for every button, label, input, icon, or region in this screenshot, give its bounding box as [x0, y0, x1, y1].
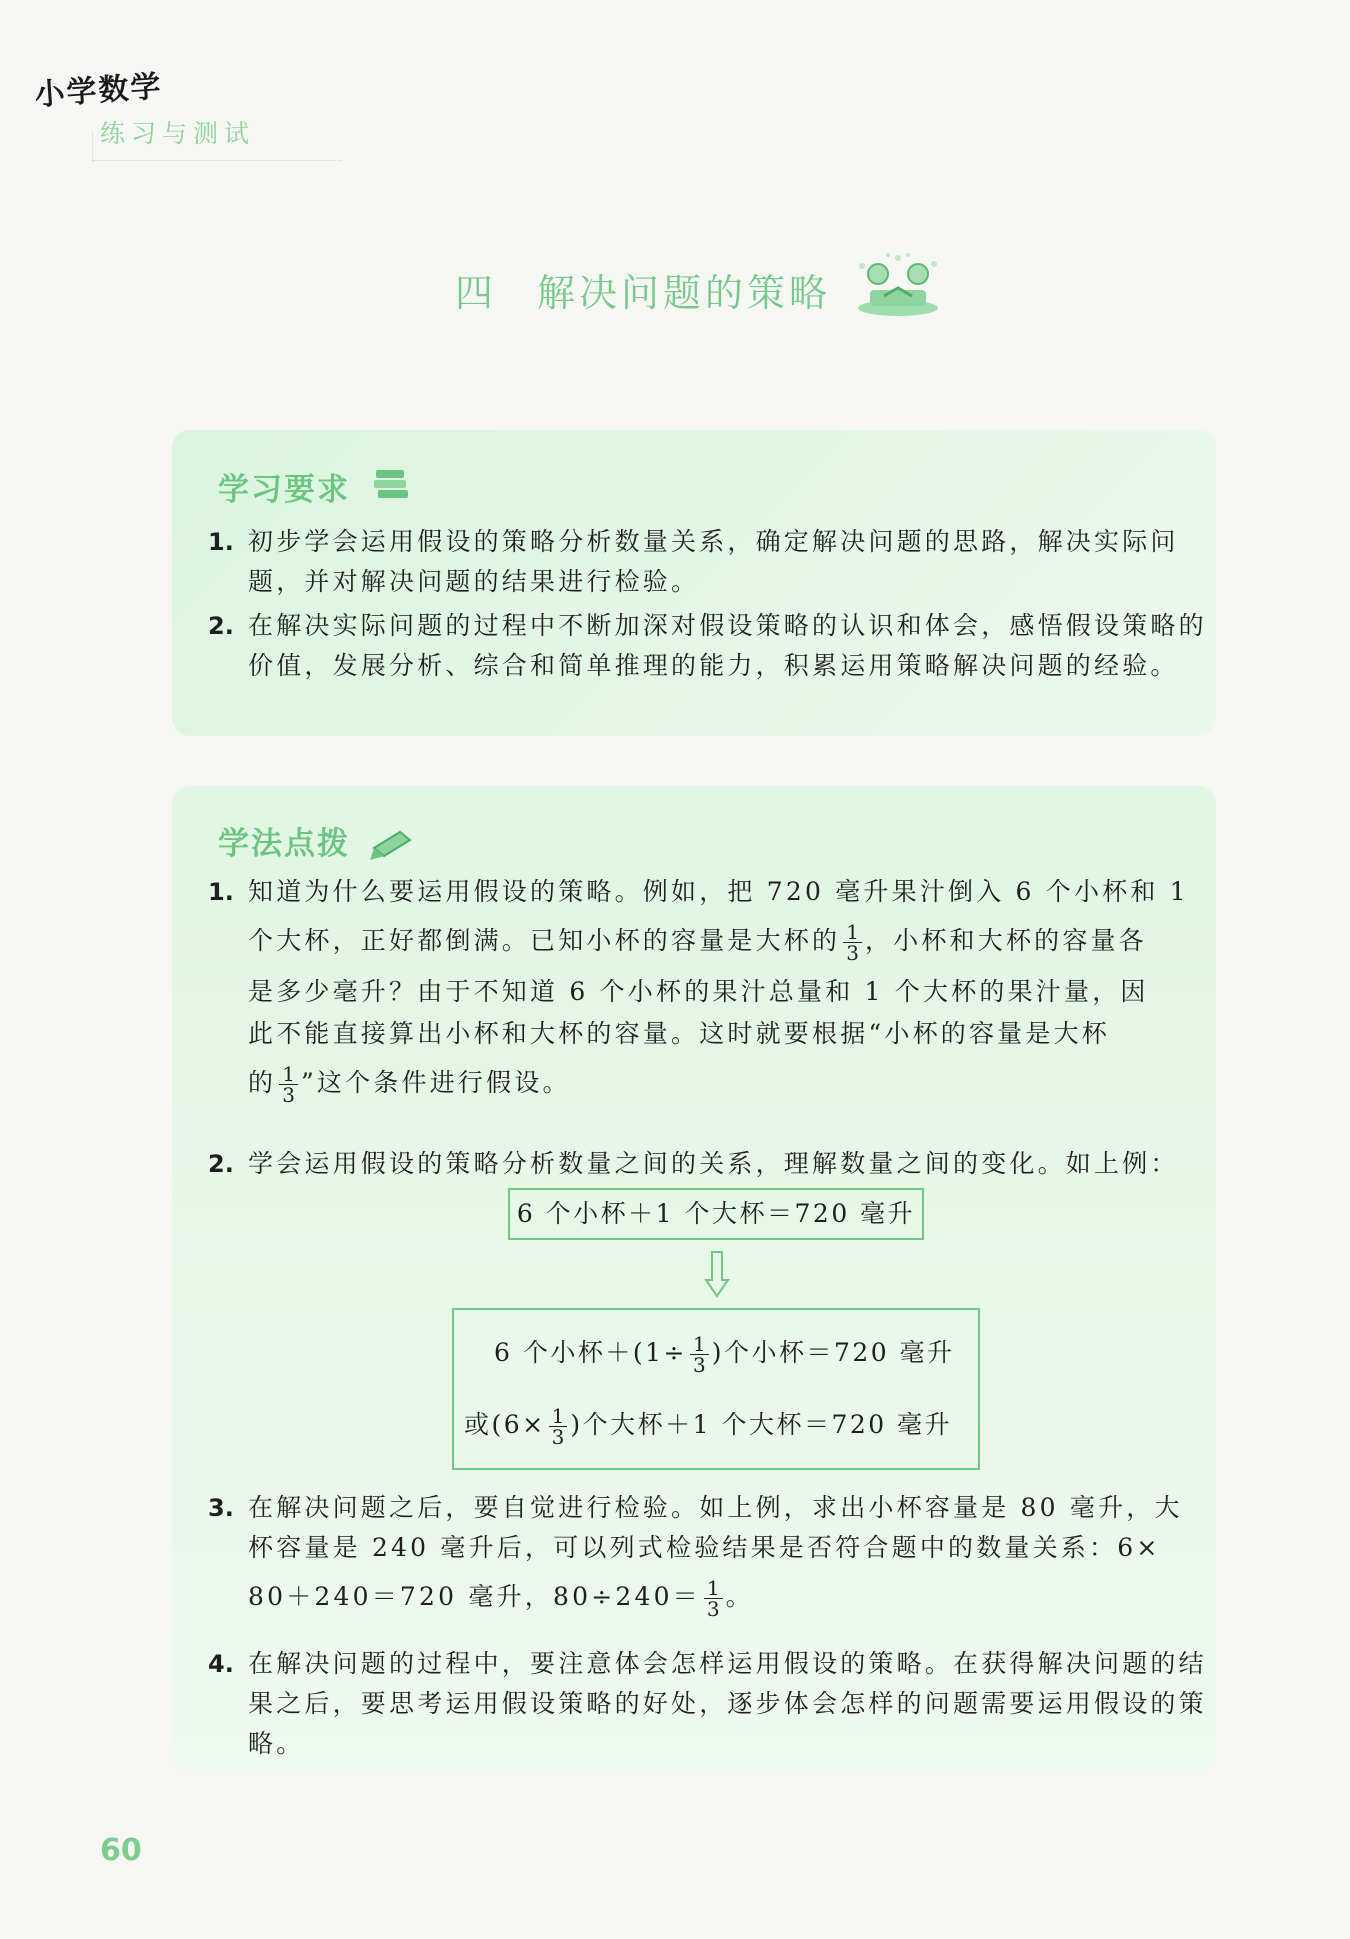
- text-part: 80＋240＝720 毫升，80÷240＝: [248, 1582, 701, 1611]
- book-brand: [33, 69, 256, 148]
- tip-item-3: [208, 1488, 1208, 1626]
- fraction-one-third: [549, 1406, 568, 1447]
- text-part: )个小杯＝720 毫升: [711, 1338, 955, 1367]
- numerator: 1: [549, 1406, 568, 1427]
- brand-subtitle: 练习与测试: [100, 119, 256, 148]
- numerator: 1: [279, 1064, 298, 1085]
- item-line: 在解决问题之后，要自觉进行检验。如上例，求出小杯容量是 80 毫升，大: [248, 1493, 1183, 1522]
- denominator: 3: [551, 1425, 565, 1449]
- requirements-title: 学习要求: [218, 472, 350, 508]
- denominator: 3: [282, 1083, 295, 1107]
- fraction-one-third: [279, 1064, 298, 1105]
- item-number: 2.: [208, 612, 234, 640]
- fraction-one-third: [843, 922, 862, 963]
- text-part: 6 个小杯＋(1÷: [494, 1338, 687, 1367]
- item-line: 此不能直接算出小杯和大杯的容量。这时就要根据“小杯的容量是大杯: [248, 1019, 1110, 1048]
- item-number: 1.: [208, 528, 234, 556]
- text-part: ，小杯和大杯的容量各: [864, 926, 1147, 955]
- item-line: 杯容量是 240 毫升后，可以列式检验结果是否符合题中的数量关系：6×: [248, 1533, 1161, 1562]
- books-icon: [372, 464, 412, 502]
- chapter-number: 四: [455, 271, 498, 315]
- item-number: 3.: [208, 1494, 234, 1522]
- chapter-title: [455, 262, 831, 317]
- item-number: 4.: [208, 1650, 234, 1678]
- item-number: 2.: [208, 1150, 234, 1178]
- item-text: 在解决实际问题的过程中不断加深对假设策略的认识和体会，感悟假设策略的价值，发展分析、综合和简单推理的能力，积累运用策略解决问题的经验。: [248, 611, 1207, 680]
- text-part: 。: [725, 1582, 754, 1611]
- item-line: 是多少毫升？由于不知道 6 个小杯的果汁总量和 1 个大杯的果汁量，因: [248, 977, 1149, 1006]
- tips-title: 学法点拨: [218, 826, 350, 862]
- requirement-item: [208, 606, 1208, 686]
- brand-underline: [92, 160, 342, 161]
- numerator: 1: [690, 1334, 709, 1355]
- tip-item-1: [208, 872, 1208, 1112]
- item-line: [248, 912, 1208, 970]
- equation-large-cups: [464, 1396, 952, 1454]
- equation-box-original: 6 个小杯＋1 个大杯＝720 毫升: [508, 1188, 924, 1240]
- brand-title: 小学数学: [33, 69, 164, 114]
- tip-item-4: [208, 1644, 1208, 1764]
- requirements-panel: [172, 430, 1216, 736]
- item-line: [248, 1054, 1208, 1112]
- numerator: 1: [843, 922, 862, 943]
- text-part: ”这个条件进行假设。: [300, 1068, 571, 1097]
- item-line: [248, 1568, 1208, 1626]
- tip-item-2: [208, 1144, 1208, 1184]
- brand-divider: [92, 132, 93, 162]
- fraction-one-third: [704, 1578, 723, 1619]
- fraction-one-third: [690, 1334, 709, 1375]
- text-part: 个大杯，正好都倒满。已知小杯的容量是大杯的: [248, 926, 841, 955]
- item-text: 在解决问题的过程中，要注意体会怎样运用假设的策略。在获得解决问题的结果之后，要思考运用假设策略的好处，逐步体会怎样的问题需要运用假设的策略。: [248, 1649, 1207, 1758]
- item-text: 初步学会运用假设的策略分析数量关系，确定解决问题的思路，解决实际问题，并对解决问题的结果进行检验。: [248, 527, 1179, 596]
- item-number: 1.: [208, 878, 234, 906]
- pencil-icon: [370, 826, 416, 862]
- page-number: 60: [100, 1833, 142, 1868]
- down-arrow-icon: [704, 1250, 730, 1298]
- item-text: 学会运用假设的策略分析数量之间的关系，理解数量之间的变化。如上例：: [248, 1149, 1179, 1178]
- numerator: 1: [704, 1578, 723, 1599]
- text-part: 或(6×: [464, 1410, 546, 1439]
- text-part: 的: [248, 1068, 277, 1097]
- text-part: )个大杯＋1 个大杯＝720 毫升: [570, 1410, 953, 1439]
- equation-box-assumed: [452, 1308, 980, 1470]
- tips-panel: [172, 786, 1216, 1771]
- kids-reading-icon: [848, 250, 948, 318]
- requirement-item: [208, 522, 1208, 602]
- item-line: 知道为什么要运用假设的策略。例如，把 720 毫升果汁倒入 6 个小杯和 1: [248, 877, 1189, 906]
- denominator: 3: [846, 941, 859, 965]
- equation-small-cups: [494, 1324, 955, 1382]
- denominator: 3: [706, 1597, 720, 1621]
- chapter-name: 解决问题的策略: [537, 271, 832, 315]
- denominator: 3: [692, 1353, 706, 1377]
